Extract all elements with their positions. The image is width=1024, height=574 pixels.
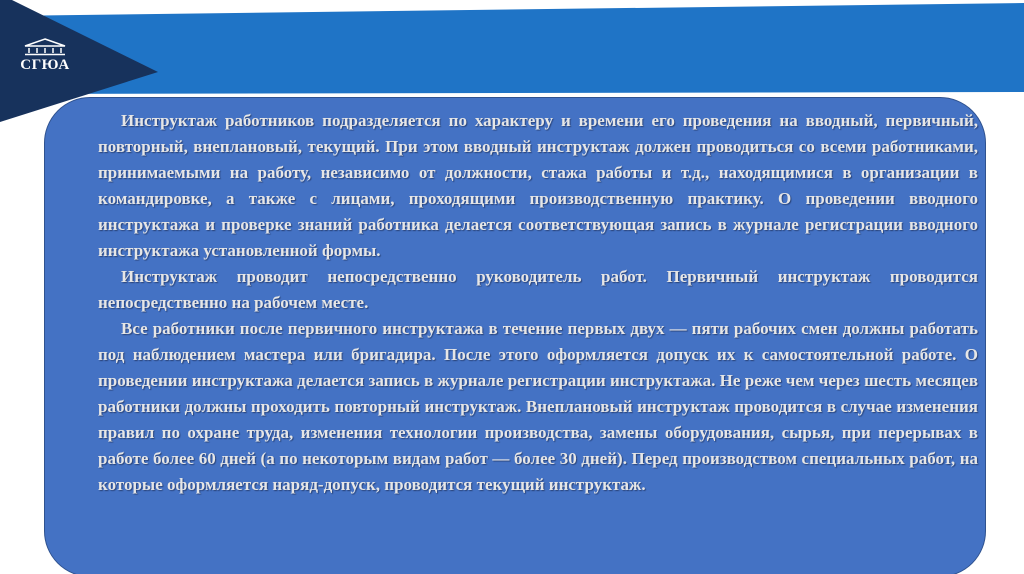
logo <box>12 38 78 82</box>
paragraph-1: Инструктаж работников подразделяется по характеру и времени его проведения на вводный, первичный, повторный, внеплановый, текущий. При этом вводный инструктаж должен проводиться со всеми работниками, принимаемыми на работу, независимо от должности, стажа работы и т.д., находящимися в организации в командировке, а также с лицами, проходящими производственную практику. О проведении вводного инструктажа и проверке знаний работника делается соответствующая запись в журнале регистрации вводного инструктажа установленной формы. <box>98 111 978 260</box>
paragraph-3: Все работники после первичного инструктажа в течение первых двух — пяти рабочих смен должны работать под наблюдением мастера или бригадира. После этого оформляется допуск их к самостоятельной работе. О проведении инструктажа делается запись в журнале регистрации инструктажа. Не реже чем через шесть месяцев работники должны проходить повторный инструктаж. Внеплановый инструктаж проводится в случае изменения правил по охране труда, изменения технологии производства, замены оборудования, сырья, при перерывах в работе более 60 дней (а по некоторым видам работ — более 30 дней). Перед производством специальных работ, на которые оформляется наряд-допуск, проводится текущий инструктаж. <box>98 319 978 494</box>
banner-blue-stripe <box>0 3 1024 94</box>
building-emblem-icon <box>23 38 67 56</box>
logo-text: СГЮА <box>20 57 70 73</box>
paragraph-2: Инструктаж проводит непосредственно руководитель работ. Первичный инструктаж проводится непосредственно на рабочем месте. <box>98 267 978 312</box>
body-text <box>98 108 978 498</box>
